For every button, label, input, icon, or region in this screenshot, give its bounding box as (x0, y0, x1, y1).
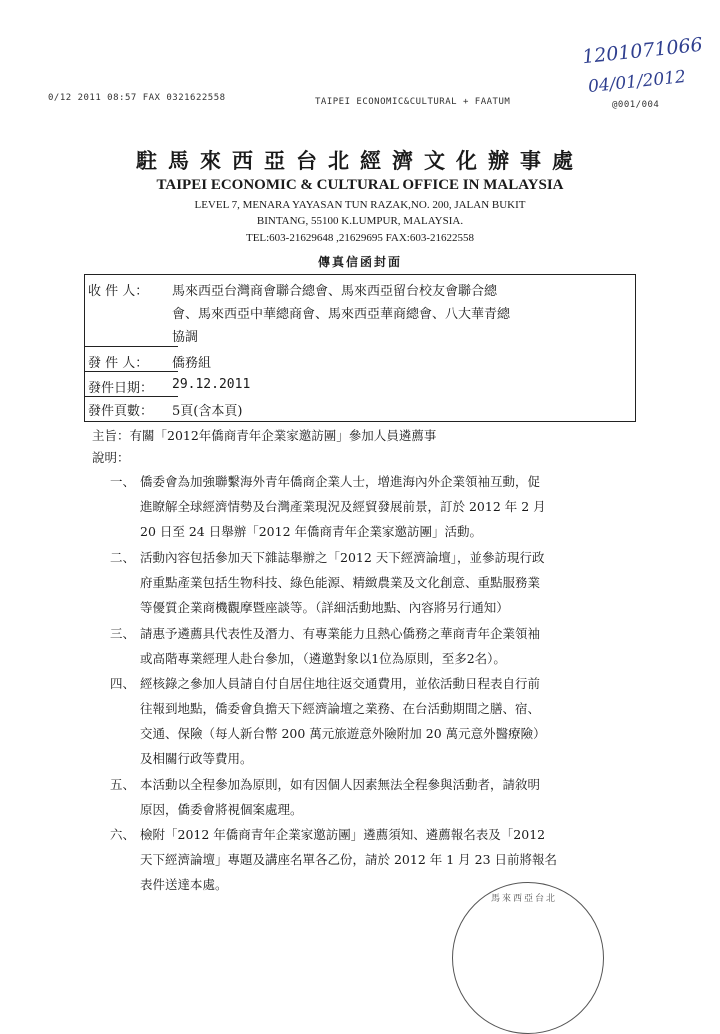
item-6-line-1: 檢附「2012 年僑商青年企業家邀訪團」遴薦須知、遴薦報名表及「2012 (140, 827, 546, 842)
item-5-line-1: 本活動以全程參加為原則，如有因個人因素無法全程參與活動者，請敘明 (140, 777, 541, 792)
item-1-number: 一、 (110, 474, 136, 489)
sender-value: 僑務組 (172, 356, 212, 371)
form-divider (84, 371, 178, 372)
address-line-1: LEVEL 7, MENARA YAYASAN TUN RAZAK,NO. 200, JALAN BUKIT (194, 199, 526, 211)
official-stamp (452, 882, 604, 1034)
fax-header-left: 0/12 2011 08:57 FAX 0321622558 (48, 93, 226, 103)
form-divider (84, 396, 178, 397)
item-1-line-3: 20 日至 24 日舉辦「2012 年僑商青年企業家邀訪團」活動。 (140, 524, 483, 539)
item-5-line-2: 原因，僑委會將視個案處理。 (140, 802, 303, 817)
send-date-value: 29.12.2011 (172, 377, 251, 392)
recipient-line-1: 馬來西亞台灣商會聯合總會、馬來西亞留台校友會聯合總 (172, 284, 498, 299)
item-1-line-2: 進瞭解全球經濟情勢及台灣產業現況及經貿發展前景，訂於 2012 年 2 月 (140, 499, 546, 514)
explanation-label: 說明： (92, 450, 130, 465)
recipient-line-2: 會、馬來西亞中華總商會、馬來西亞華商總會、八大華青總 (172, 307, 511, 322)
item-2-line-1: 活動內容包括參加天下雜誌舉辦之「2012 天下經濟論壇」，並參訪現行政 (140, 550, 545, 565)
address-line-2: BINTANG, 55100 K.LUMPUR, MALAYSIA. (256, 215, 464, 227)
item-3-number: 三、 (110, 626, 136, 641)
subject-line: 主旨：有關「2012年僑商青年企業家邀訪團」參加人員遴薦事 (92, 428, 437, 443)
item-1-line-1: 僑委會為加強聯繫海外青年僑商企業人士，增進海內外企業領袖互動，促 (140, 474, 541, 489)
send-date-label: 發件日期： (88, 381, 154, 396)
item-4-line-3: 交通、保險（每人新台幣 200 萬元旅遊意外險附加 20 萬元意外醫療險） (140, 726, 546, 741)
item-4-line-1: 經核錄之參加人員請自付自居住地往返交通費用，並依活動日程表自行前 (140, 676, 541, 691)
page-count-label: 發件頁數： (88, 404, 154, 419)
item-2-line-3: 等優質企業商機觀摩暨座談等。（詳細活動地點、內容將另行通知） (140, 600, 509, 615)
item-3-line-1: 請惠予遴薦具代表性及潛力、有專業能力且熱心僑務之華商青年企業領袖 (140, 626, 541, 641)
page-count-value: 5頁(含本頁) (172, 404, 243, 419)
item-2-line-2: 府重點產業包括生物科技、綠色能源、精緻農業及文化創意、重點服務業 (140, 575, 541, 590)
item-6-line-2: 天下經濟論壇」專題及講座名單各乙份，請於 2012 年 1 月 23 日前將報名 (140, 852, 558, 867)
form-divider (84, 346, 178, 347)
office-chinese-name: 駐馬來西亞台北經濟文化辦事處 (136, 148, 584, 173)
item-6-number: 六、 (110, 827, 136, 842)
handwritten-date: 04/01/2012 (587, 66, 687, 98)
fax-cover-title: 傳真信函封面 (317, 255, 402, 269)
handwritten-reference-number: 1201071066 (581, 33, 704, 69)
recipient-label: 收 件 人： (88, 284, 149, 299)
contact-line: TEL:603-21629648 ,21629695 FAX:603-21622558 (245, 232, 475, 244)
office-english-name: TAIPEI ECONOMIC & CULTURAL OFFICE IN MALAYSIA (156, 177, 564, 193)
fax-header-right: @001/004 (612, 100, 660, 110)
recipient-line-3: 協調 (172, 330, 199, 345)
sender-label: 發 件 人： (88, 356, 149, 371)
item-5-number: 五、 (110, 777, 136, 792)
item-6-line-3: 表件送達本處。 (140, 877, 228, 892)
fax-header-center: TAIPEI ECONOMIC&CULTURAL + FAATUM (315, 97, 511, 107)
item-3-line-2: 或高階專業經理人赴台參加，（遴邀對象以1位為原則，至多2名）。 (140, 651, 506, 666)
item-4-number: 四、 (110, 676, 136, 691)
item-2-number: 二、 (110, 550, 136, 565)
stamp-text: 馬來西亞台北 (491, 894, 558, 904)
item-4-line-2: 往報到地點，僑委會負擔天下經濟論壇之業務、在台活動期間之膳、宿、 (140, 701, 541, 716)
item-4-line-4: 及相關行政等費用。 (140, 751, 253, 766)
